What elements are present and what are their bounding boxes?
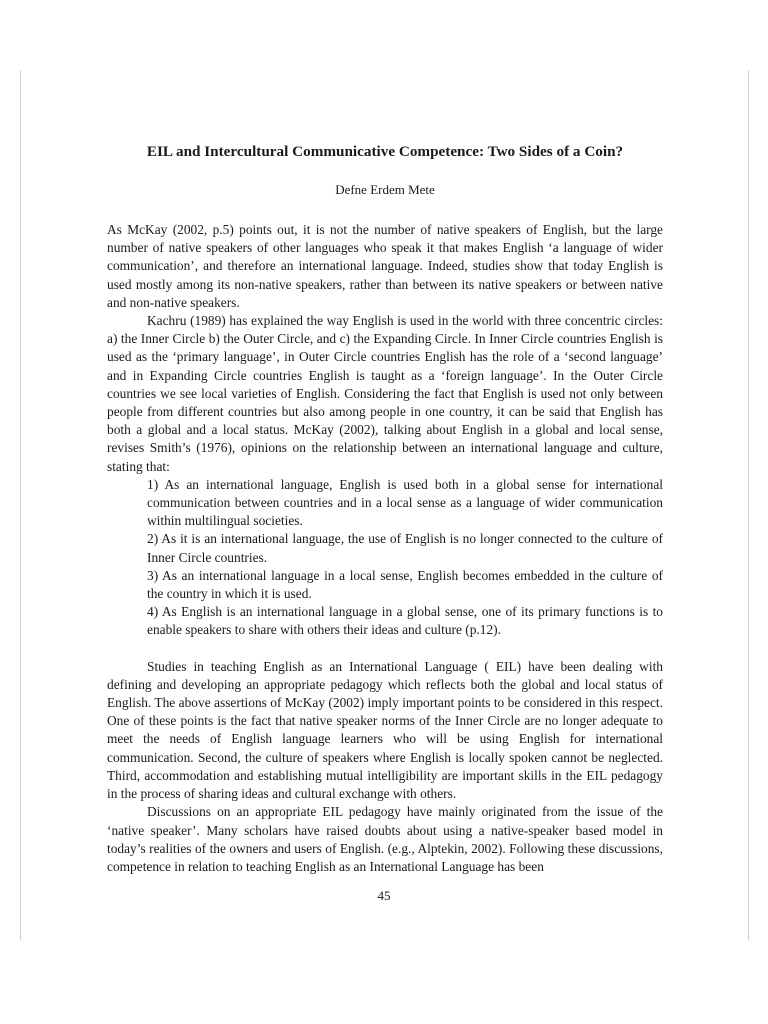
page-edge-right <box>748 70 749 940</box>
body-paragraph: As McKay (2002, p.5) points out, it is not the number of native speakers of English, but the large number of native speakers of other languages who speak it that makes English ‘a language of wider communication’, and therefore an international language. Indeed, studies show that today English is used mostly among its non-native speakers, rather than between its native speakers or between native and non-native speakers. <box>107 222 663 310</box>
quote-item: 2) As it is an international language, the use of English is no longer connected to the culture of Inner Circle countries. <box>147 531 663 565</box>
paper-title: EIL and Intercultural Communicative Competence: Two Sides of a Coin? <box>146 143 624 160</box>
quote-item: 4) As English is an international language in a global sense, one of its primary functions is to enable speakers to share with others their ideas and culture (p.12). <box>147 604 663 638</box>
author-name: Defne Erdem Mete <box>335 182 435 197</box>
block-quote <box>107 476 663 640</box>
body-paragraph: Kachru (1989) has explained the way English is used in the world with three concentric circles: a) the Inner Circle b) the Outer Circle, and c) the Expanding Circle. In Inner Circle countries English is used as the ‘primary language’, in Outer Circle countries English has the role of a ‘second language’ and in Expanding Circle countries English is taught as a ‘foreign language’. In the Outer Circle countries we see local varieties of English. Considering the fact that English is used not only between people from different countries but also among people in one country, it can be said that English has both a global and a local status. McKay (2002), talking about English in a global and local sense, revises Smith’s (1976), opinions on the relationship between an international language and culture, stating that: <box>107 313 663 474</box>
body-paragraph: Discussions on an appropriate EIL pedagogy have mainly originated from the issue of the ‘native speaker’. Many scholars have raised doubts about using a native-speaker based model in today’s realities of the owners and users of English. (e.g., Alptekin, 2002). Following these discussions, competence in relation to teaching English as an International Language has been <box>107 804 663 874</box>
body-paragraph: Studies in teaching English as an International Language ( EIL) have been dealing with defining and developing an appropriate pedagogy which reflects both the global and local status of English. The above assertions of McKay (2002) imply important points to be considered in this respect. One of these points is the fact that native speaker norms of the Inner Circle are no longer adequate to meet the needs of English language learners who will be using English for international communication. Second, the culture of speakers where English is locally spoken cannot be neglected. Third, accommodation and establishing mutual intelligibility are important skills in the EIL pedagogy in the process of sharing ideas and cultural exchange with others. <box>107 658 663 802</box>
paragraph-gap <box>107 640 663 658</box>
quote-item: 1) As an international language, English is used both in a global sense for international communication between countries and in a local sense as a language of wider communication within multilingual societies. <box>147 476 663 529</box>
page-edge-left <box>20 70 21 940</box>
quote-item: 3) As an international language in a local sense, English becomes embedded in the culture of the country in which it is used. <box>147 567 663 602</box>
page-number: 45 <box>377 888 391 903</box>
document-page <box>107 142 663 876</box>
